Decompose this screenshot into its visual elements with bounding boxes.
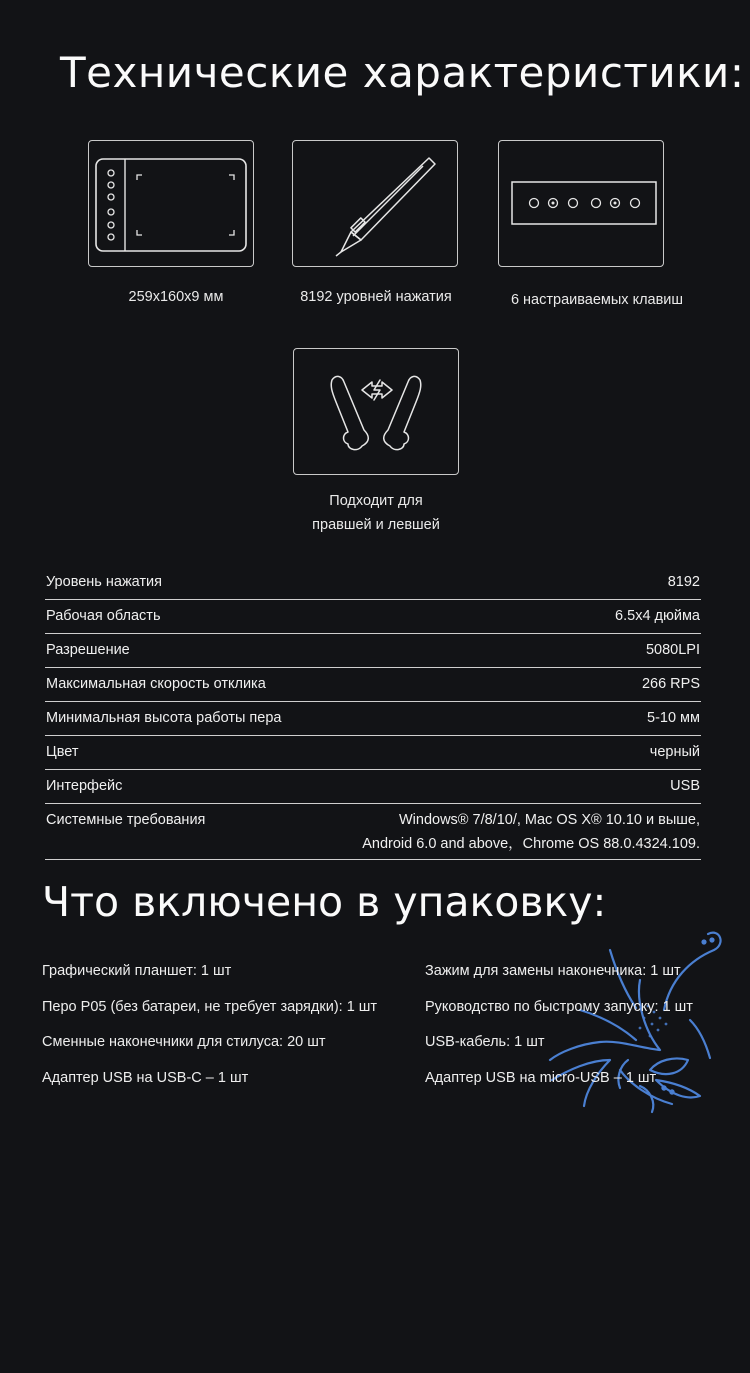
package-list-right (425, 963, 693, 1105)
spec-label: Рабочая область (46, 608, 161, 624)
hands-icon (296, 352, 456, 472)
feature-card-keys (498, 140, 664, 267)
specs-title: Технические характеристики: (60, 48, 745, 97)
feature-caption-pressure: 8192 уровней нажатия (300, 289, 452, 305)
pen-icon (295, 144, 455, 264)
spec-value: 5-10 мм (647, 710, 700, 726)
spec-row (45, 566, 701, 600)
feature-card-pressure (292, 140, 458, 267)
spec-label: Системные требования (46, 812, 206, 828)
spec-row (45, 634, 701, 668)
keys-icon (501, 144, 661, 264)
spec-label: Разрешение (46, 642, 130, 658)
feature-card-size (88, 140, 254, 267)
spec-row (45, 804, 701, 860)
spec-row (45, 600, 701, 634)
package-item: USB-кабель: 1 шт (425, 1034, 545, 1050)
spec-label: Максимальная скорость отклика (46, 676, 266, 692)
spec-value: 266 RPS (641, 676, 700, 692)
feature-card-hands (293, 348, 459, 475)
spec-label: Уровень нажатия (46, 574, 162, 590)
spec-label: Интерфейс (46, 778, 123, 794)
tablet-icon (91, 144, 251, 264)
package-item: Зажим для замены наконечника: 1 шт (425, 963, 681, 979)
feature-caption-keys: 6 настраиваемых клавиш (510, 292, 684, 308)
spec-label: Минимальная высота работы пера (46, 710, 282, 726)
spec-value: Windows® 7/8/10/, Mac OS X® 10.10 и выше, Android 6.0 and above，Chrome OS 88.0.4324.109. (362, 812, 700, 852)
feature-caption-hands: Подходит для правшей и левшей (312, 493, 440, 533)
spec-label: Цвет (46, 744, 79, 760)
spec-value: черный (649, 744, 700, 760)
package-item: Перо P05 (без батареи, не требует зарядки): 1 шт (42, 998, 378, 1015)
feature-caption-size: 259x160x9 мм (128, 289, 224, 305)
package-item: Руководство по быстрому запуску: 1 шт (425, 998, 693, 1015)
spec-row (45, 770, 701, 804)
spec-value: 6.5x4 дюйма (615, 608, 700, 624)
spec-table (45, 566, 701, 860)
spec-value: USB (670, 778, 700, 794)
package-item: Графический планшет: 1 шт (42, 963, 232, 979)
spec-row (45, 736, 701, 770)
package-list-left (42, 963, 377, 1105)
package-item: Адаптер USB на USB-C – 1 шт (42, 1069, 249, 1086)
package-item: Сменные наконечники для стилуса: 20 шт (42, 1034, 326, 1050)
package-item: Адаптер USB на micro-USB – 1 шт (425, 1069, 657, 1086)
spec-row (45, 668, 701, 702)
package-title: Что включено в упаковку: (42, 878, 607, 926)
spec-row (45, 702, 701, 736)
spec-value: 8192 (667, 574, 700, 590)
spec-value: 5080LPI (645, 642, 700, 658)
